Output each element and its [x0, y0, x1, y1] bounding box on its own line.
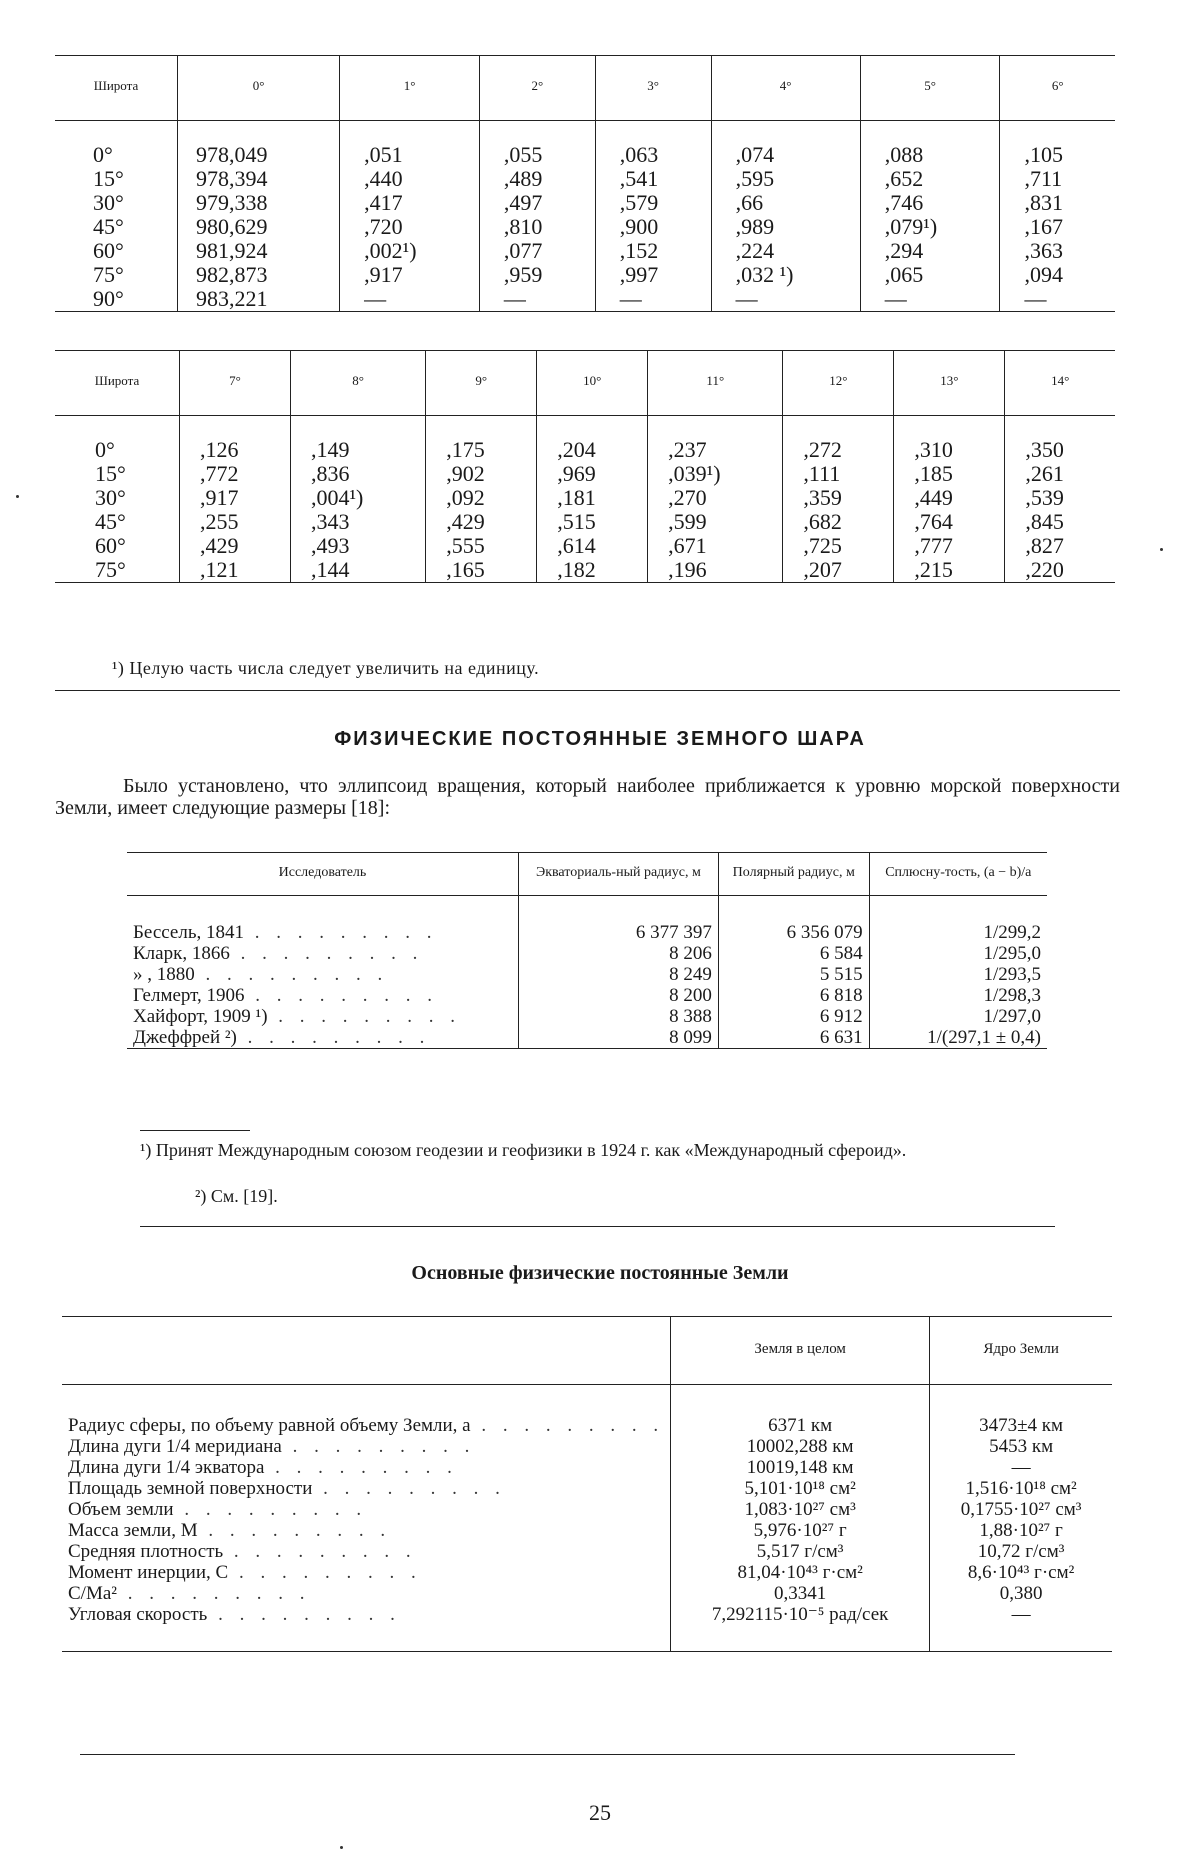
researcher-cell: Гелмерт, 1906 . . . . . . . . .: [133, 985, 439, 1006]
column-header: 4°: [711, 56, 860, 121]
gravity-value-cell: ,092: [426, 486, 537, 510]
dot-leader: . . . . . . . . .: [229, 943, 424, 964]
gravity-value-cell: ,682: [783, 510, 894, 534]
gravity-value-cell: ,599: [648, 510, 783, 534]
gravity-value-cell: ,614: [537, 534, 648, 558]
column-header: Ядро Земли: [930, 1317, 1112, 1385]
gravity-value-cell: ,105: [1000, 121, 1115, 168]
divider: [55, 690, 1120, 691]
constant-value-cell: 0,380: [930, 1583, 1112, 1604]
gravity-value-cell: ,149: [290, 416, 425, 463]
gravity-value-cell: ,764: [894, 510, 1005, 534]
dot-leader: . . . . . . . . .: [173, 1499, 368, 1520]
spheroid-value-cell: 1/(297,1 ± 0,4): [869, 1027, 1047, 1049]
table-row: [62, 1385, 1112, 1437]
gravity-value-cell: —: [860, 287, 1000, 312]
spheroid-value-cell: 8 388: [518, 1006, 718, 1027]
gravity-value-cell: ,063: [595, 121, 711, 168]
gravity-value-cell: ,515: [537, 510, 648, 534]
gravity-value-cell: ,493: [290, 534, 425, 558]
spheroid-value-cell: 1/299,2: [869, 896, 1047, 944]
table-row: [62, 1499, 1112, 1520]
quantity-cell: Момент инерции, C . . . . . . . . .: [68, 1562, 422, 1583]
constant-value-cell: 6371 км: [671, 1385, 930, 1437]
table-row: [55, 215, 1115, 239]
table-row: [55, 263, 1115, 287]
dot-leader: . . . . . . . . .: [197, 1520, 392, 1541]
latitude-cell: 45°: [93, 214, 124, 239]
column-header: 7°: [180, 351, 291, 416]
gravity-value-cell: ,294: [860, 239, 1000, 263]
latitude-cell: 30°: [95, 485, 126, 510]
spheroid-value-cell: 6 377 397: [518, 896, 718, 944]
dot-leader: . . . . . . . . .: [244, 985, 439, 1006]
quantity-cell: Площадь земной поверхности . . . . . . . . .: [68, 1478, 506, 1499]
constant-value-cell: 1,083·10²⁷ см³: [671, 1499, 930, 1520]
spheroid-footnote-2: ²) См. [19].: [195, 1186, 278, 1206]
spheroid-table-header: [127, 853, 1047, 896]
gravity-value-cell: ,831: [1000, 191, 1115, 215]
gravity-value-cell: ,555: [426, 534, 537, 558]
gravity-value-cell: ,725: [783, 534, 894, 558]
spheroid-value-cell: 8 200: [518, 985, 718, 1006]
spheroid-value-cell: 6 631: [718, 1027, 869, 1049]
gravity-value-cell: ,845: [1005, 510, 1115, 534]
gravity-value-cell: ,074: [711, 121, 860, 168]
gravity-value-cell: 981,924: [178, 239, 340, 263]
earth-constants-table: [62, 1316, 1112, 1652]
divider: [140, 1226, 1055, 1227]
constant-value-cell: 8,6·10⁴³ г·см²: [930, 1562, 1112, 1583]
column-header: 10°: [537, 351, 648, 416]
table-row: [62, 1604, 1112, 1652]
gravity-value-cell: ,077: [479, 239, 595, 263]
gravity-value-cell: ,836: [290, 462, 425, 486]
gravity-footnote: ¹) Целую часть числа следует увеличить на единицу.: [112, 658, 540, 678]
table-row: [62, 1436, 1112, 1457]
gravity-value-cell: ,065: [860, 263, 1000, 287]
spheroid-value-cell: 6 356 079: [718, 896, 869, 944]
latitude-cell: 15°: [93, 166, 124, 191]
gravity-value-cell: ,224: [711, 239, 860, 263]
gravity-value-cell: ,039¹): [648, 462, 783, 486]
constant-value-cell: 7,292115·10⁻⁵ рад/сек: [671, 1604, 930, 1652]
gravity-value-cell: ,126: [180, 416, 291, 463]
table-row: [62, 1520, 1112, 1541]
gravity-value-cell: ,055: [479, 121, 595, 168]
gravity-value-cell: ,720: [340, 215, 480, 239]
column-header: 11°: [648, 351, 783, 416]
gravity-value-cell: ,215: [894, 558, 1005, 583]
spheroid-value-cell: 8 249: [518, 964, 718, 985]
column-header-first: [62, 1317, 671, 1385]
gravity-value-cell: ,917: [340, 263, 480, 287]
gravity-value-cell: ,144: [290, 558, 425, 583]
gravity-value-cell: —: [479, 287, 595, 312]
column-header: Сплюсну-тость, (a − b)/a: [869, 853, 1047, 896]
spheroid-value-cell: 6 818: [718, 985, 869, 1006]
gravity-value-cell: 979,338: [178, 191, 340, 215]
quantity-cell: Длина дуги 1/4 меридиана . . . . . . . . .: [68, 1436, 476, 1457]
table-row: [55, 486, 1115, 510]
gravity-value-cell: ,165: [426, 558, 537, 583]
column-header-first: Исследователь: [278, 865, 367, 880]
scan-speck: [16, 495, 19, 498]
gravity-value-cell: ,261: [1005, 462, 1115, 486]
gravity-value-cell: —: [711, 287, 860, 312]
gravity-value-cell: ,810: [479, 215, 595, 239]
gravity-value-cell: ,121: [180, 558, 291, 583]
constant-value-cell: 10019,148 км: [671, 1457, 930, 1478]
table-row: [55, 167, 1115, 191]
table-row: [127, 985, 1047, 1006]
dot-leader: . . . . . . . . .: [470, 1415, 665, 1436]
column-header: 8°: [290, 351, 425, 416]
constant-value-cell: 5,517 г/см³: [671, 1541, 930, 1562]
gravity-value-cell: ,989: [711, 215, 860, 239]
spheroid-value-cell: 6 912: [718, 1006, 869, 1027]
dot-leader: . . . . . . . . .: [207, 1604, 401, 1625]
gravity-value-cell: ,359: [783, 486, 894, 510]
latitude-cell: 60°: [95, 533, 126, 558]
gravity-value-cell: ,079¹): [860, 215, 1000, 239]
dot-leader: . . . . . . . . .: [281, 1436, 476, 1457]
column-header: 13°: [894, 351, 1005, 416]
table-row: [55, 534, 1115, 558]
gravity-value-cell: ,175: [426, 416, 537, 463]
constant-value-cell: 0,3341: [671, 1583, 930, 1604]
latitude-cell: 90°: [93, 286, 124, 311]
researcher-cell: Кларк, 1866 . . . . . . . . .: [133, 943, 424, 964]
constant-value-cell: 5,976·10²⁷ г: [671, 1520, 930, 1541]
gravity-value-cell: ,004¹): [290, 486, 425, 510]
latitude-cell: 45°: [95, 509, 126, 534]
spheroid-value-cell: 6 584: [718, 943, 869, 964]
intro-paragraph: Было установлено, что эллипсоид вращения, который наиболее приближается к уровню морской поверхности Земли, имеет следующие размеры [18]:: [55, 775, 1120, 819]
dot-leader: . . . . . . . . .: [194, 964, 389, 985]
table-row: [55, 191, 1115, 215]
researcher-cell: Хайфорт, 1909 ¹) . . . . . . . . .: [133, 1006, 462, 1027]
latitude-cell: 30°: [93, 190, 124, 215]
quantity-cell: Радиус сферы, по объему равной объему Земли, a . . . . . . . . .: [68, 1415, 665, 1436]
dot-leader: . . . . . . . . .: [236, 1027, 431, 1048]
gravity-table-part-2: [55, 350, 1115, 583]
latitude-cell: 15°: [95, 461, 126, 486]
dot-leader: . . . . . . . . .: [267, 1006, 462, 1027]
column-header: Экваториаль-ный радиус, м: [518, 853, 718, 896]
gravity-value-cell: 982,873: [178, 263, 340, 287]
gravity-value-cell: ,272: [783, 416, 894, 463]
gravity-value-cell: ,902: [426, 462, 537, 486]
quantity-cell: Объем земли . . . . . . . . .: [68, 1499, 368, 1520]
scan-speck: [1160, 548, 1163, 551]
gravity-table-header: [55, 56, 1115, 121]
gravity-value-cell: ,220: [1005, 558, 1115, 583]
gravity-value-cell: ,969: [537, 462, 648, 486]
gravity-value-cell: ,900: [595, 215, 711, 239]
latitude-cell: 0°: [93, 142, 113, 167]
spheroid-value-cell: 1/297,0: [869, 1006, 1047, 1027]
table-row: [62, 1478, 1112, 1499]
constant-value-cell: 1,516·10¹⁸ см²: [930, 1478, 1112, 1499]
gravity-value-cell: ,051: [340, 121, 480, 168]
table-row: [127, 1027, 1047, 1049]
gravity-value-cell: ,579: [595, 191, 711, 215]
constants-title: Основные физические постоянные Земли: [411, 1262, 789, 1284]
column-header: 12°: [783, 351, 894, 416]
table-row: [55, 558, 1115, 583]
gravity-value-cell: ,207: [783, 558, 894, 583]
latitude-cell: 0°: [95, 437, 115, 462]
spheroid-value-cell: 1/293,5: [869, 964, 1047, 985]
column-header: 9°: [426, 351, 537, 416]
constants-table-header: [62, 1317, 1112, 1385]
gravity-value-cell: ,652: [860, 167, 1000, 191]
gravity-value-cell: ,777: [894, 534, 1005, 558]
column-header: 2°: [479, 56, 595, 121]
gravity-value-cell: ,497: [479, 191, 595, 215]
constant-value-cell: —: [930, 1604, 1112, 1652]
table-row: [62, 1541, 1112, 1562]
column-header: 6°: [1000, 56, 1115, 121]
gravity-value-cell: ,66: [711, 191, 860, 215]
constant-value-cell: —: [930, 1457, 1112, 1478]
column-header: 5°: [860, 56, 1000, 121]
column-header: 0°: [178, 56, 340, 121]
gravity-value-cell: —: [340, 287, 480, 312]
gravity-value-cell: ,440: [340, 167, 480, 191]
gravity-table-part-1: [55, 55, 1115, 312]
divider: [80, 1754, 1015, 1755]
constant-value-cell: 3473±4 км: [930, 1385, 1112, 1437]
gravity-value-cell: ,255: [180, 510, 291, 534]
gravity-value-cell: ,204: [537, 416, 648, 463]
spheroid-value-cell: 1/298,3: [869, 985, 1047, 1006]
latitude-cell: 60°: [93, 238, 124, 263]
researcher-cell: » , 1880 . . . . . . . . .: [133, 964, 389, 985]
gravity-value-cell: —: [595, 287, 711, 312]
quantity-cell: Средняя плотность . . . . . . . . .: [68, 1541, 417, 1562]
gravity-value-cell: ,429: [426, 510, 537, 534]
table-row: [127, 943, 1047, 964]
section-title: ФИЗИЧЕСКИЕ ПОСТОЯННЫЕ ЗЕМНОГО ШАРА: [334, 728, 866, 750]
gravity-value-cell: ,350: [1005, 416, 1115, 463]
gravity-value-cell: ,541: [595, 167, 711, 191]
gravity-value-cell: 983,221: [178, 287, 340, 312]
spheroid-table: [127, 852, 1047, 1049]
quantity-cell: C/Ma² . . . . . . . . .: [68, 1583, 311, 1604]
column-header: Земля в целом: [671, 1317, 930, 1385]
researcher-cell: Джеффрей ²) . . . . . . . . .: [133, 1027, 431, 1048]
gravity-value-cell: ,182: [537, 558, 648, 583]
gravity-value-cell: ,997: [595, 263, 711, 287]
column-header: 14°: [1005, 351, 1115, 416]
quantity-cell: Длина дуги 1/4 экватора . . . . . . . . .: [68, 1457, 458, 1478]
dot-leader: . . . . . . . . .: [312, 1478, 506, 1499]
table-row: [62, 1583, 1112, 1604]
constant-value-cell: 5453 км: [930, 1436, 1112, 1457]
gravity-value-cell: ,237: [648, 416, 783, 463]
column-header-first: Широта: [94, 373, 140, 388]
spheroid-value-cell: 5 515: [718, 964, 869, 985]
spheroid-value-cell: 1/295,0: [869, 943, 1047, 964]
table-row: [55, 462, 1115, 486]
gravity-value-cell: ,711: [1000, 167, 1115, 191]
dot-leader: . . . . . . . . .: [223, 1541, 417, 1562]
gravity-value-cell: ,343: [290, 510, 425, 534]
gravity-value-cell: ,167: [1000, 215, 1115, 239]
gravity-value-cell: ,671: [648, 534, 783, 558]
gravity-value-cell: —: [1000, 287, 1115, 312]
gravity-value-cell: ,088: [860, 121, 1000, 168]
gravity-value-cell: ,959: [479, 263, 595, 287]
gravity-value-cell: 978,394: [178, 167, 340, 191]
gravity-value-cell: ,595: [711, 167, 860, 191]
table-row: [62, 1457, 1112, 1478]
spheroid-value-cell: 8 099: [518, 1027, 718, 1049]
table-row: [55, 287, 1115, 312]
gravity-value-cell: ,111: [783, 462, 894, 486]
dot-leader: . . . . . . . . .: [116, 1583, 311, 1604]
table-row: [55, 416, 1115, 463]
gravity-value-cell: ,539: [1005, 486, 1115, 510]
quantity-cell: Масса земли, M . . . . . . . . .: [68, 1520, 392, 1541]
gravity-value-cell: ,094: [1000, 263, 1115, 287]
gravity-value-cell: ,746: [860, 191, 1000, 215]
table-row: [127, 896, 1047, 944]
constant-value-cell: 0,1755·10²⁷ см³: [930, 1499, 1112, 1520]
gravity-value-cell: ,363: [1000, 239, 1115, 263]
gravity-value-cell: ,429: [180, 534, 291, 558]
table-row: [55, 121, 1115, 168]
gravity-value-cell: ,196: [648, 558, 783, 583]
spheroid-value-cell: 8 206: [518, 943, 718, 964]
gravity-value-cell: ,002¹): [340, 239, 480, 263]
table-row: [55, 239, 1115, 263]
column-header: Полярный радиус, м: [718, 853, 869, 896]
dot-leader: . . . . . . . . .: [264, 1457, 458, 1478]
table-row: [55, 510, 1115, 534]
spheroid-footnote-1: ¹) Принят Международным союзом геодезии и геофизики в 1924 г. как «Международный сфероид».: [140, 1140, 907, 1160]
gravity-value-cell: ,449: [894, 486, 1005, 510]
constant-value-cell: 81,04·10⁴³ г·см²: [671, 1562, 930, 1583]
gravity-value-cell: 980,629: [178, 215, 340, 239]
constant-value-cell: 10002,288 км: [671, 1436, 930, 1457]
column-header: 1°: [340, 56, 480, 121]
page-number: 25: [589, 1800, 611, 1825]
table-row: [127, 1006, 1047, 1027]
table-row: [127, 964, 1047, 985]
gravity-value-cell: 978,049: [178, 121, 340, 168]
gravity-value-cell: ,489: [479, 167, 595, 191]
gravity-value-cell: ,185: [894, 462, 1005, 486]
footnote-rule: [140, 1130, 250, 1131]
gravity-table-header: [55, 351, 1115, 416]
researcher-cell: Бессель, 1841 . . . . . . . . .: [133, 922, 438, 943]
dot-leader: . . . . . . . . .: [244, 922, 438, 943]
gravity-value-cell: ,032 ¹): [711, 263, 860, 287]
constant-value-cell: 10,72 г/см³: [930, 1541, 1112, 1562]
column-header: 3°: [595, 56, 711, 121]
gravity-value-cell: ,827: [1005, 534, 1115, 558]
latitude-cell: 75°: [95, 557, 126, 582]
gravity-value-cell: ,310: [894, 416, 1005, 463]
gravity-value-cell: ,181: [537, 486, 648, 510]
quantity-cell: Угловая скорость . . . . . . . . .: [68, 1604, 401, 1625]
gravity-value-cell: ,917: [180, 486, 291, 510]
table-row: [62, 1562, 1112, 1583]
column-header-first: Широта: [93, 78, 139, 93]
gravity-value-cell: ,417: [340, 191, 480, 215]
gravity-value-cell: ,270: [648, 486, 783, 510]
gravity-value-cell: ,772: [180, 462, 291, 486]
scan-speck: [340, 1846, 343, 1849]
latitude-cell: 75°: [93, 262, 124, 287]
dot-leader: . . . . . . . . .: [228, 1562, 422, 1583]
gravity-value-cell: ,152: [595, 239, 711, 263]
constant-value-cell: 5,101·10¹⁸ см²: [671, 1478, 930, 1499]
constant-value-cell: 1,88·10²⁷ г: [930, 1520, 1112, 1541]
